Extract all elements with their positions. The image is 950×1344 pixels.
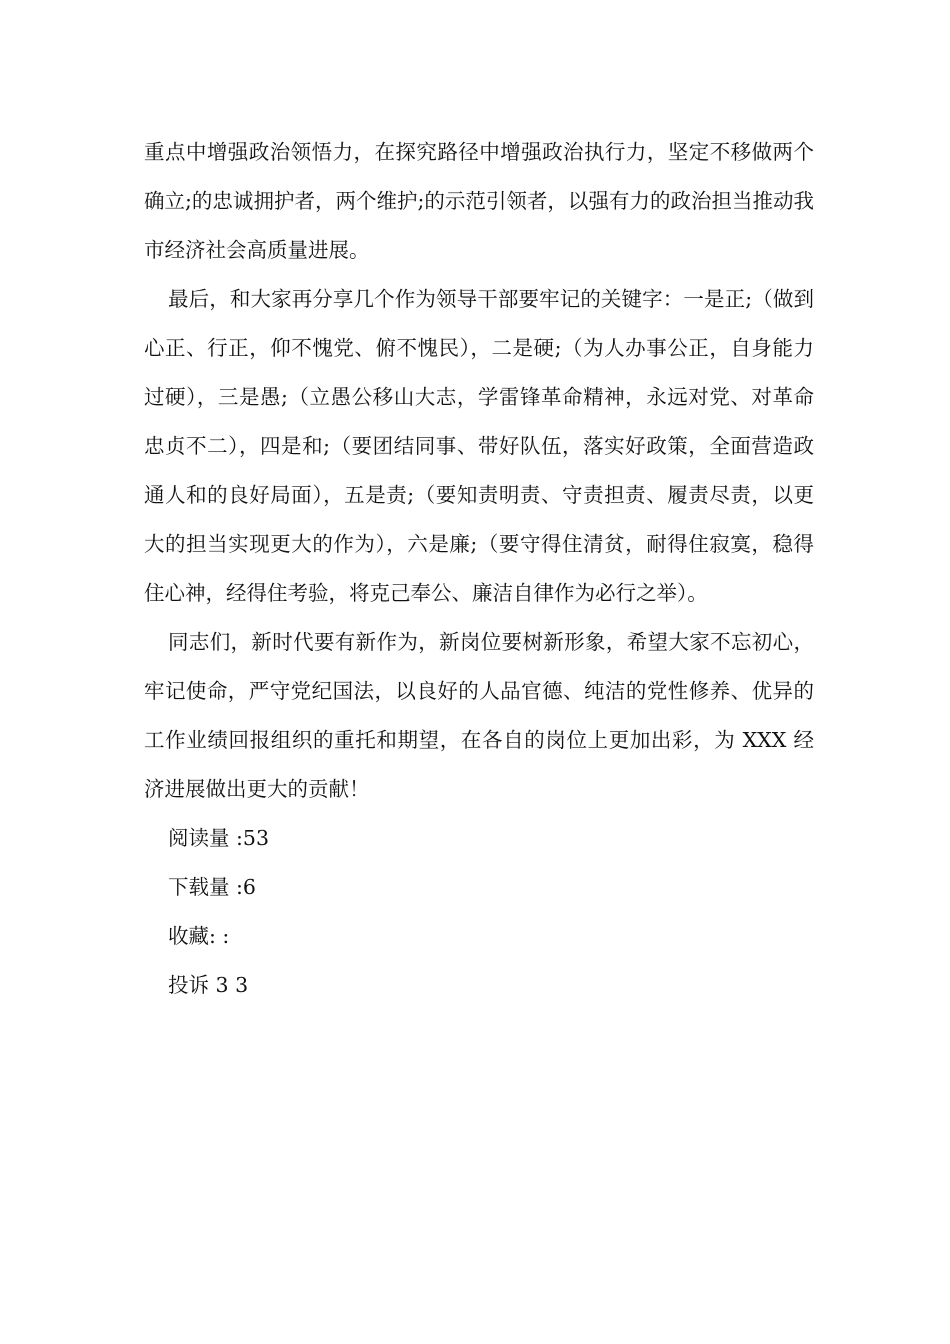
favorite-count: 收藏: : <box>168 924 230 948</box>
paragraph-political-capacity: 重点中增强政治领悟力，在探究路径中增强政治执行力，坚定不移做两个确立;的忠诚拥护者，两个维护;的示范引领者，以强有力的政治担当推动我市经济社会高质量进展。 <box>144 140 814 262</box>
read-count: 阅读量 :53 <box>168 826 270 850</box>
download-count: 下载量 :6 <box>168 875 256 899</box>
complaint-count: 投诉 3 3 <box>168 973 249 997</box>
document-body <box>144 128 814 1010</box>
paragraph-key-words: 最后，和大家再分享几个作为领导干部要牢记的关键字：一是正;（做到心正、行正，仰不愧党、俯不愧民），二是硬;（为人办事公正，自身能力过硬），三是愚;（立愚公移山大志，学雷锋革命精神，永远对党、对革命忠贞不二），四是和;（要团结同事、带好队伍，落实好政策，全面营造政通人和的良好局面），五是责;（要知责明责、守责担责、履责尽责，以更大的担当实现更大的作为），六是廉;（要守得住清贫，耐得住寂寞，稳得住心神，经得住考验，将克己奉公、廉洁自律作为必行之举）。 <box>144 287 814 605</box>
paragraph-closing: 同志们，新时代要有新作为，新岗位要树新形象，希望大家不忘初心，牢记使命，严守党纪国法，以良好的人品官德、纯洁的党性修养、优异的工作业绩回报组织的重托和期望，在各自的岗位上更加出彩，为 XXX 经济进展做出更大的贡献！ <box>144 630 814 801</box>
